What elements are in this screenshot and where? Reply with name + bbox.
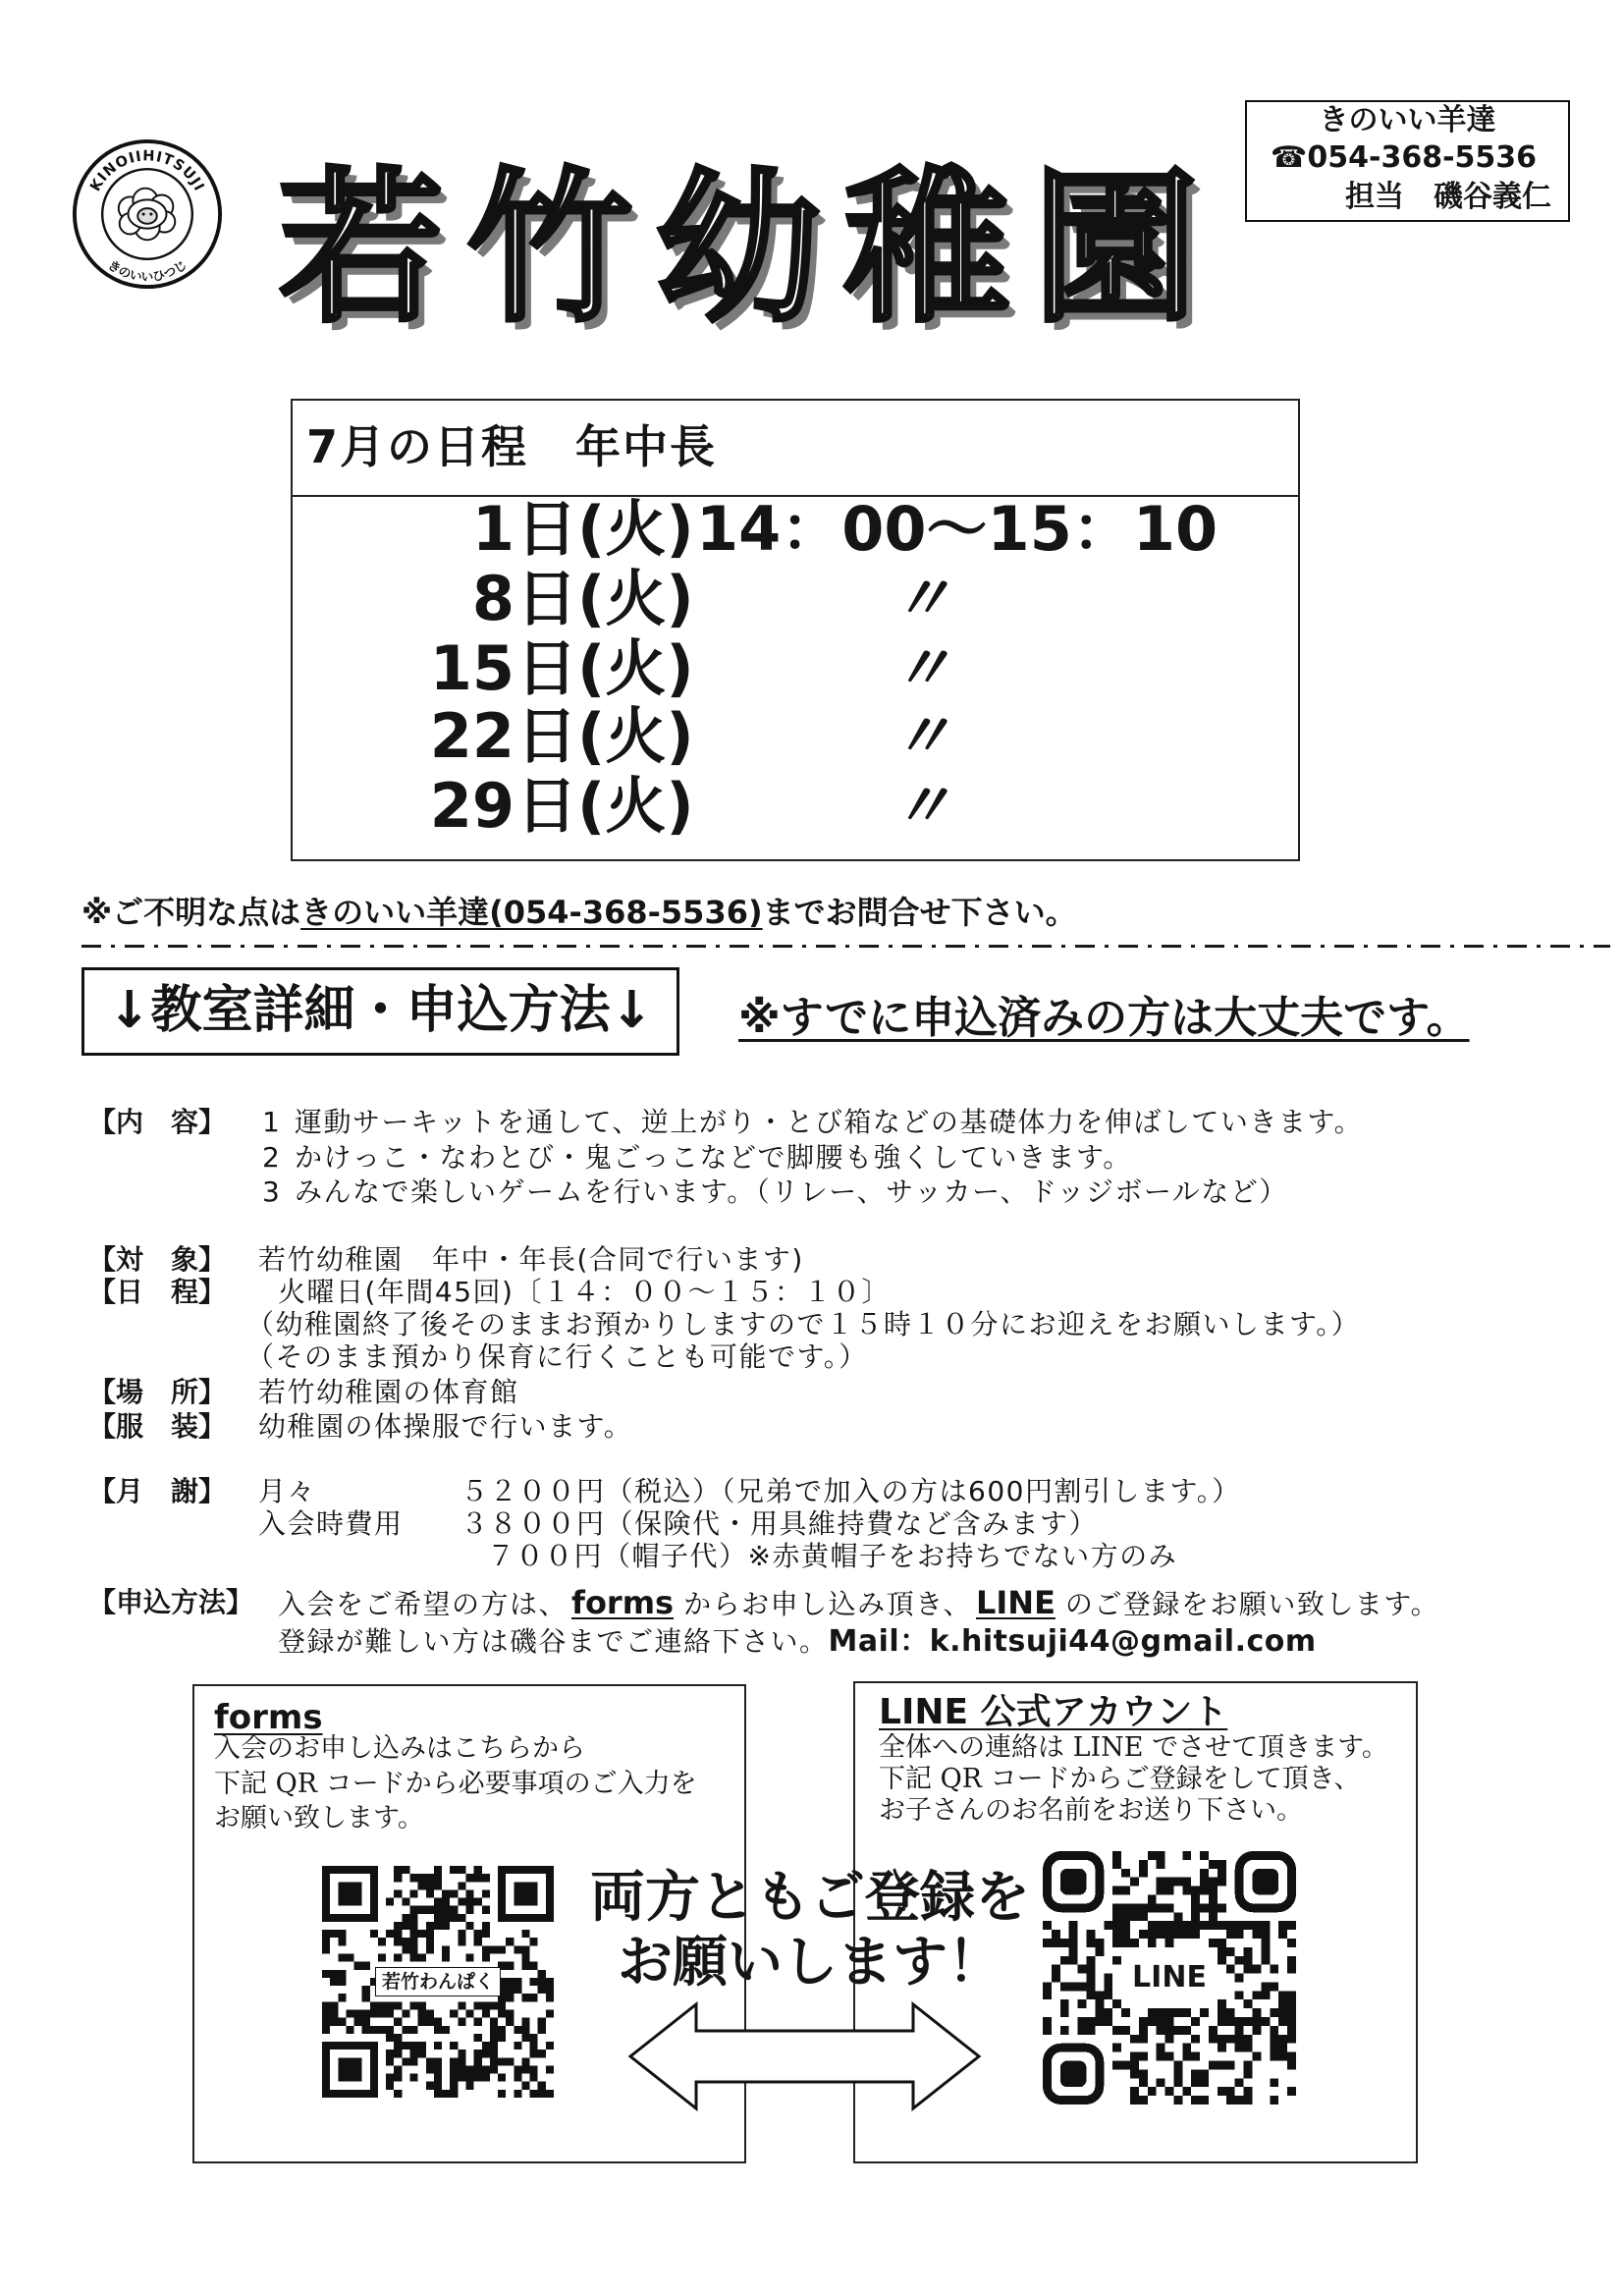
logo-ring-bottom-text: きのいいひつじ [105, 256, 189, 285]
inquiry-suffix: までお問合せ下さい。 [762, 894, 1077, 931]
contact-org: きのいい羊達 [1319, 103, 1496, 137]
fee-item: 月々 [258, 1475, 317, 1507]
schedule-header [293, 401, 1298, 497]
schedule-heading: 7月の日程 年中長 [306, 420, 718, 473]
target-label: 【対 象】 [88, 1243, 227, 1276]
schedule-weekday: (火) [577, 770, 694, 842]
content-item-number: 2 [262, 1141, 280, 1174]
line-qr-code [1043, 1851, 1296, 2105]
content-item-text: みんなで楽しいゲームを行います。（リレー、サッカー、ドッジボールなど） [295, 1175, 1288, 1208]
schedule-detail-label: 【日 程】 [88, 1276, 227, 1308]
schedule-row [293, 702, 1298, 771]
place-label: 【場 所】 [88, 1376, 227, 1408]
apply-text: からお申し込み頂き、 [683, 1588, 972, 1620]
content-item-number: 3 [262, 1175, 280, 1208]
line-text-line: お子さんのお名前をお送り下さい。 [879, 1795, 1303, 1826]
place-text: 若竹幼稚園の体育館 [258, 1376, 519, 1408]
schedule-detail-line: 火曜日(年間45回)〔１４：００～１５：１０〕 [278, 1276, 891, 1308]
schedule-day-unit: 日 [516, 770, 578, 842]
forms-text-line: 下記 QR コードから必要事項のご入力を [214, 1769, 697, 1799]
apply-label: 【申込方法】 [88, 1586, 254, 1618]
contact-box [1245, 100, 1570, 222]
schedule-day-unit: 日 [516, 493, 578, 565]
inquiry-prefix: ※ご不明な点は [81, 894, 301, 931]
fee-amount: ７００円（帽子代）※赤黄帽子をお持ちでない方のみ [487, 1540, 1178, 1572]
content-item-number: 1 [262, 1106, 280, 1138]
schedule-time-ditto: 〃 [892, 770, 953, 842]
schedule-row [293, 772, 1298, 841]
forms-qr-code [322, 1866, 554, 2098]
fee-amount: ３８００円（保険代・用具維持費など含みます） [460, 1507, 1099, 1540]
schedule-weekday: (火) [577, 632, 694, 704]
schedule-day: 29 [429, 770, 514, 842]
schedule-day: 8 [471, 563, 514, 634]
apply-forms-word: forms [571, 1584, 675, 1621]
schedule-row [293, 634, 1298, 703]
contact-staff: 担当 磯谷義仁 [1345, 180, 1551, 214]
content-item-text: 運動サーキットを通して、逆上がり・とび箱などの基礎体力を伸ばしていきます。 [295, 1106, 1364, 1138]
schedule-time-ditto: 〃 [892, 700, 953, 772]
logo-ring-top-text: KINOIIHITSUJI [86, 147, 208, 194]
forms-text-line: 入会のお申し込みはこちらから [214, 1733, 585, 1764]
schedule-detail-line: （そのまま預かり保育に行くことも可能です。） [246, 1340, 868, 1373]
schedule-detail-line: （幼稚園終了後そのままお預かりしますので１５時１０分にお迎えをお願いします。） [246, 1308, 1361, 1340]
line-text-line: 全体への連絡は LINE でさせて頂きます。 [879, 1732, 1388, 1763]
line-text-line: 下記 QR コードからご登録をして頂き、 [879, 1764, 1361, 1794]
schedule-time-ditto: 〃 [892, 632, 953, 704]
kindergarten-title: 若竹幼稚園 [279, 152, 1221, 345]
forms-heading: forms [214, 1698, 323, 1737]
apply-text: のご登録をお願い致します。 [1064, 1588, 1440, 1620]
kinoii-hitsuji-logo [71, 137, 224, 291]
apply-line-word: LINE [975, 1584, 1056, 1621]
schedule-time-ditto: 〃 [892, 563, 953, 634]
schedule-day-unit: 日 [516, 700, 578, 772]
contact-email: Mail：k.hitsuji44@gmail.com [828, 1624, 1317, 1659]
fee-label: 【月 謝】 [88, 1475, 227, 1507]
dashed-divider [81, 945, 1610, 948]
apply-text: 登録が難しい方は磯谷までご連絡下さい。 [278, 1625, 829, 1658]
target-text: 若竹幼稚園 年中・年長(合同で行います) [258, 1243, 804, 1276]
schedule-weekday: (火) [577, 563, 694, 634]
details-heading-box: ↓教室詳細・申込方法↓ [81, 967, 679, 1056]
schedule-day-unit: 日 [516, 563, 578, 634]
register-both-message [589, 1866, 1031, 1995]
apply-line-1 [278, 1583, 1439, 1624]
line-heading: LINE 公式アカウント [879, 1692, 1228, 1732]
fee-amount: ５２００円（税込）（兄弟で加入の方は600円割引します。） [460, 1475, 1241, 1507]
content-item-text: かけっこ・なわとび・鬼ごっこなどで脚腰も強くしていきます。 [295, 1141, 1132, 1174]
content-label: 【内 容】 [88, 1106, 227, 1138]
inquiry-contact: きのいい羊達(054-368-5536) [300, 894, 763, 931]
double-arrow-icon [627, 2001, 982, 2111]
schedule-day: 1 [471, 493, 514, 565]
line-qr-label: LINE [1122, 1952, 1217, 2003]
clothing-text: 幼稚園の体操服で行います。 [258, 1410, 633, 1443]
schedule-day-unit: 日 [516, 632, 578, 704]
forms-qr-label: 若竹わんぱく [375, 1967, 501, 1996]
schedule-day: 22 [429, 700, 514, 772]
contact-phone: ☎054-368-5536 [1271, 140, 1538, 175]
schedule-weekday: (火) [577, 700, 694, 772]
apply-text: 入会をご希望の方は、 [278, 1588, 568, 1620]
clothing-label: 【服 装】 [88, 1410, 227, 1443]
schedule-day: 15 [429, 632, 514, 704]
inquiry-note [81, 894, 1077, 931]
schedule-row [293, 565, 1298, 633]
schedule-row [293, 495, 1298, 564]
register-both-line-1: 両方ともご登録を [590, 1866, 1030, 1930]
schedule-time: 14：00～15：10 [696, 493, 1218, 565]
apply-line-2 [278, 1624, 1317, 1660]
schedule-box [291, 399, 1300, 861]
forms-text-line: お願い致します。 [214, 1803, 424, 1833]
register-both-line-2: お願いします！ [618, 1931, 1002, 1995]
fee-item: 入会時費用 [258, 1507, 404, 1540]
already-applied-note: ※すでに申込済みの方は大丈夫です。 [738, 993, 1470, 1043]
schedule-weekday: (火) [577, 493, 694, 565]
